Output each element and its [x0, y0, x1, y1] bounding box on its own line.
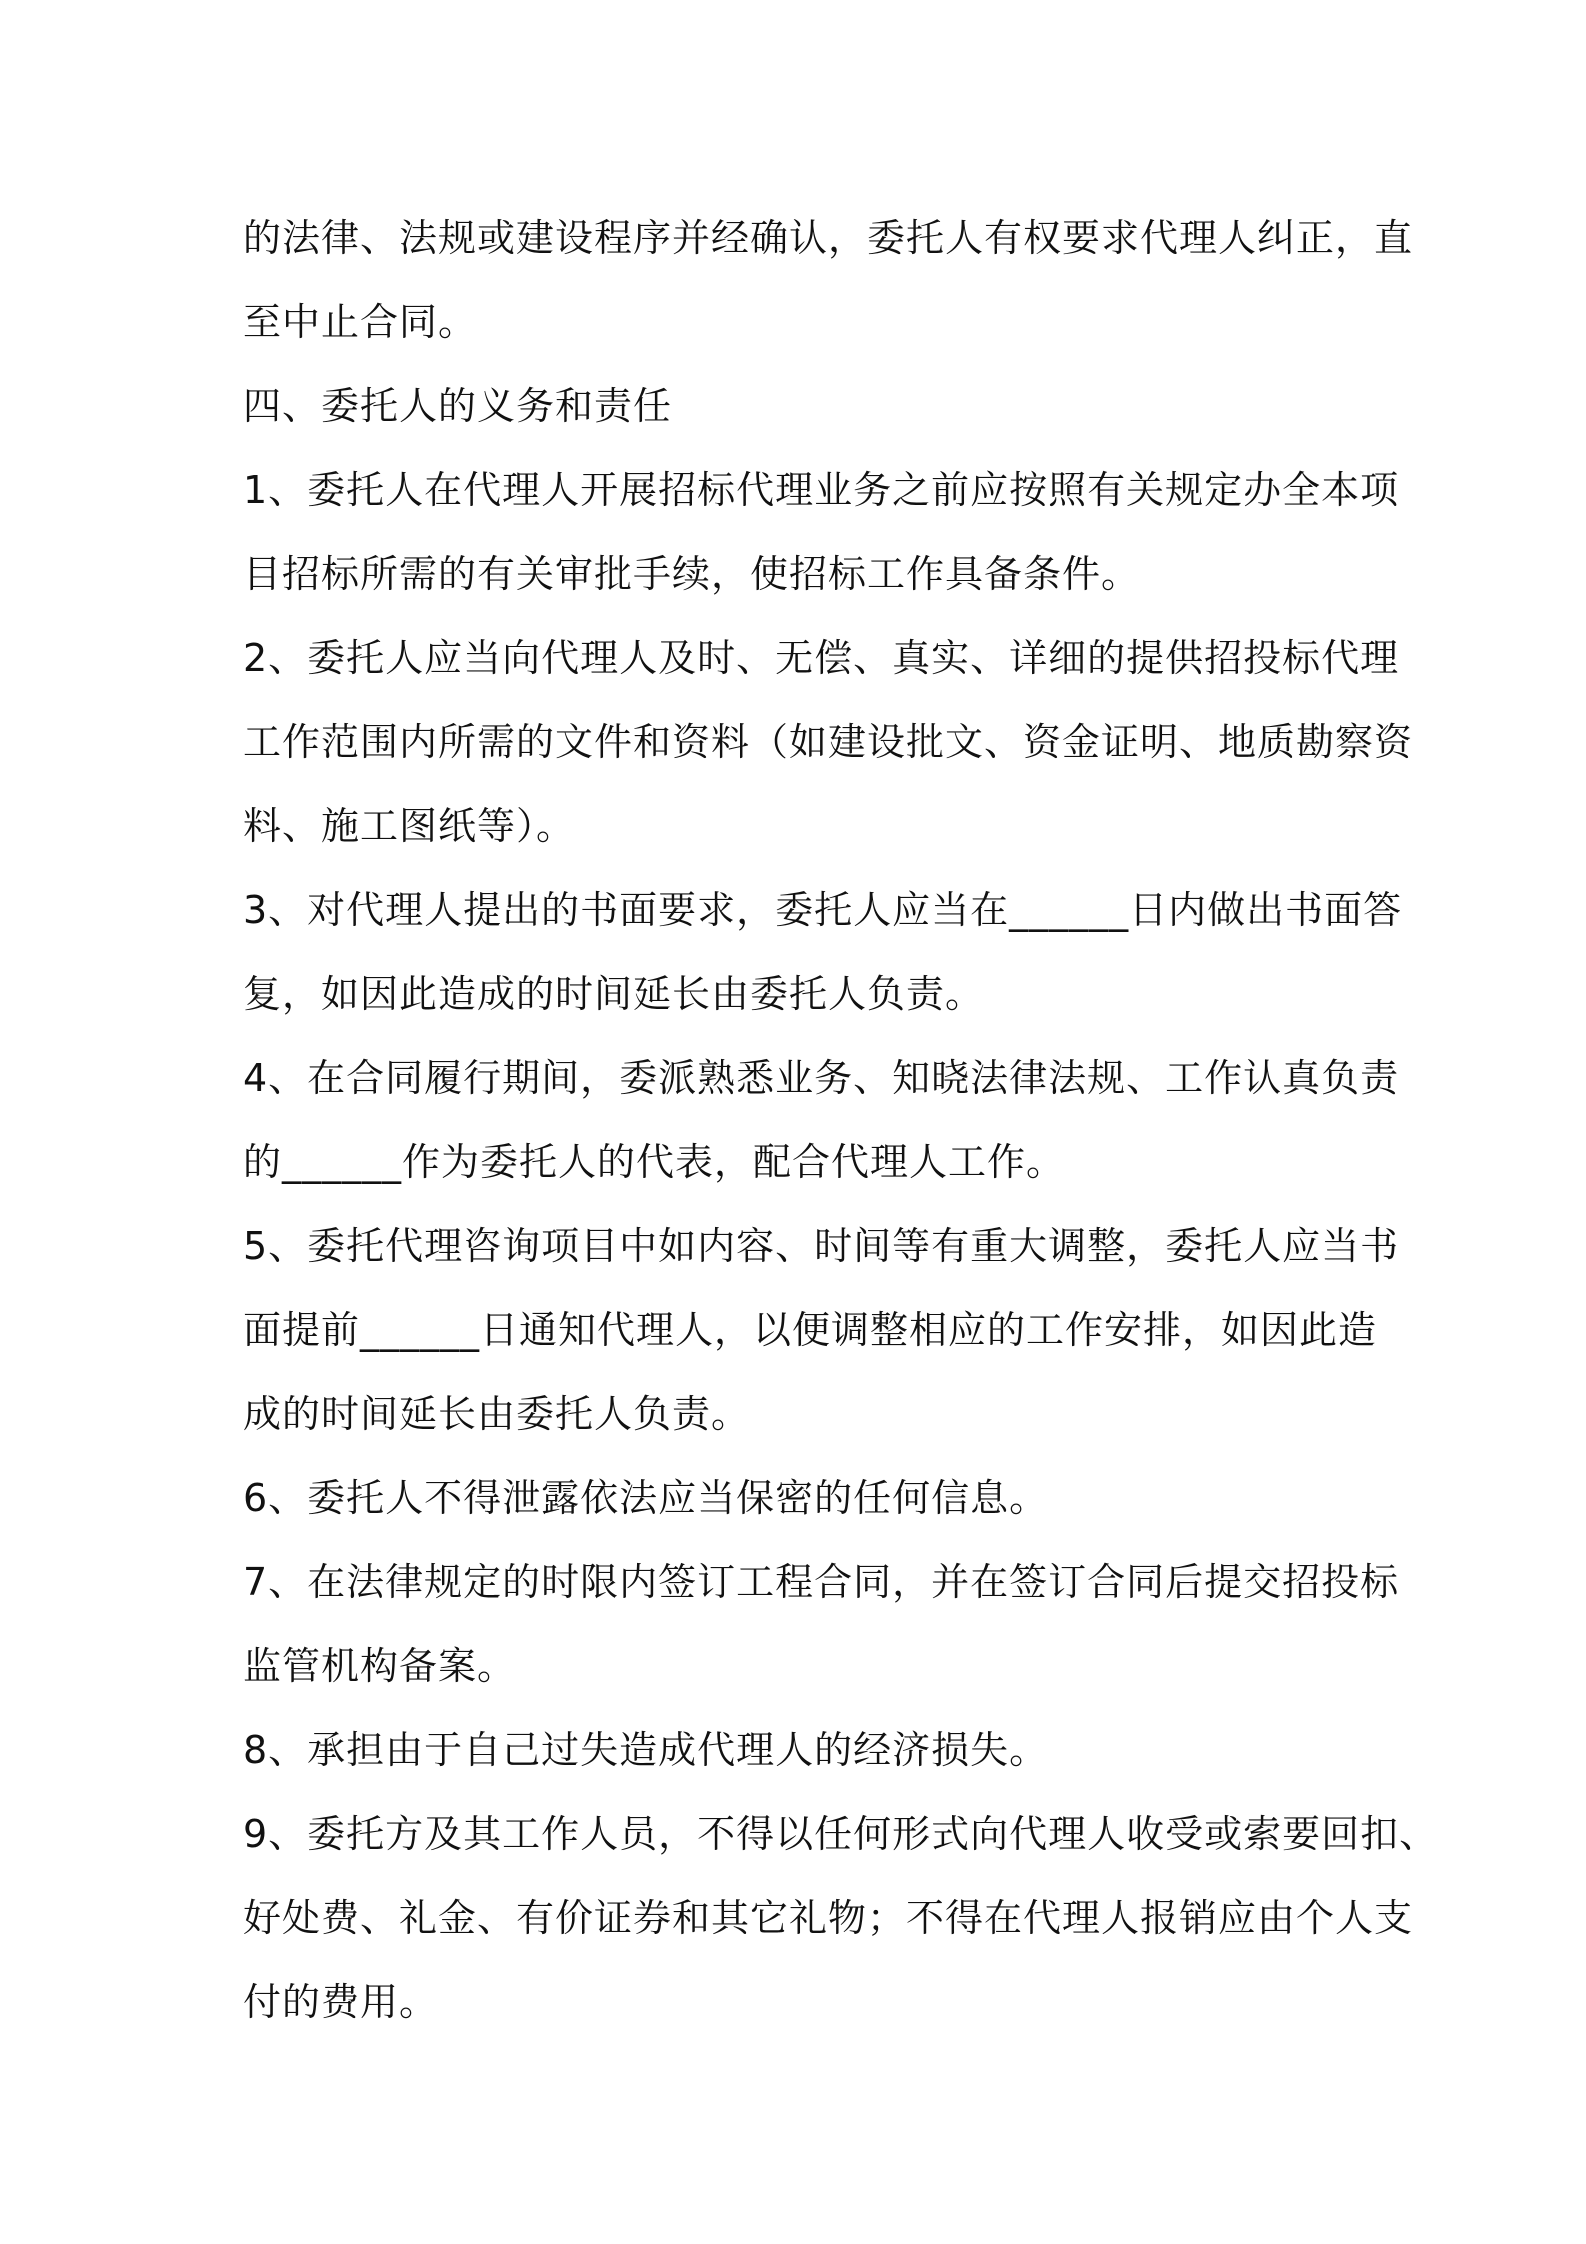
clause-4 — [243, 1036, 1400, 1204]
text-line: 的______作为委托人的代表，配合代理人工作。 — [243, 1140, 1066, 1184]
paragraph-continuation — [243, 196, 1414, 364]
text-line: 面提前______日通知代理人，以便调整相应的工作安排，如因此造 — [243, 1308, 1378, 1352]
clause-2 — [243, 616, 1414, 868]
clause-9 — [243, 1792, 1439, 2044]
text-line: 四、委托人的义务和责任 — [243, 384, 673, 428]
text-line: 2、委托人应当向代理人及时、无偿、真实、详细的提供招投标代理 — [243, 636, 1400, 680]
text-line: 目招标所需的有关审批手续，使招标工作具备条件。 — [243, 552, 1141, 596]
text-line: 至中止合同。 — [243, 300, 478, 344]
text-line: 付的费用。 — [243, 1980, 439, 2024]
text-line: 的法律、法规或建设程序并经确认，委托人有权要求代理人纠正，直 — [243, 216, 1414, 260]
text-line: 4、在合同履行期间，委派熟悉业务、知晓法律法规、工作认真负责 — [243, 1056, 1400, 1100]
clause-5 — [243, 1204, 1400, 1456]
text-line: 9、委托方及其工作人员，不得以任何形式向代理人收受或索要回扣、 — [243, 1812, 1439, 1856]
text-line: 工作范围内所需的文件和资料（如建设批文、资金证明、地质勘察资 — [243, 720, 1414, 764]
text-line: 监管机构备案。 — [243, 1644, 517, 1688]
text-line: 5、委托代理咨询项目中如内容、时间等有重大调整，委托人应当书 — [243, 1224, 1400, 1268]
text-line: 8、承担由于自己过失造成代理人的经济损失。 — [243, 1728, 1049, 1772]
text-line: 1、委托人在代理人开展招标代理业务之前应按照有关规定办全本项 — [243, 468, 1400, 512]
clause-8 — [243, 1708, 1383, 1792]
clause-3 — [243, 868, 1403, 1036]
text-line: 7、在法律规定的时限内签订工程合同，并在签订合同后提交招投标 — [243, 1560, 1400, 1604]
text-line: 复，如因此造成的时间延长由委托人负责。 — [243, 972, 985, 1016]
document-body — [243, 196, 1439, 2044]
section-heading — [243, 364, 1383, 448]
text-line: 料、施工图纸等）。 — [243, 804, 576, 848]
text-line: 6、委托人不得泄露依法应当保密的任何信息。 — [243, 1476, 1049, 1520]
text-line: 好处费、礼金、有价证券和其它礼物；不得在代理人报销应由个人支 — [243, 1896, 1414, 1940]
text-line: 3、对代理人提出的书面要求，委托人应当在______日内做出书面答 — [243, 888, 1403, 932]
clause-1 — [243, 448, 1400, 616]
text-line: 成的时间延长由委托人负责。 — [243, 1392, 751, 1436]
clause-7 — [243, 1540, 1400, 1708]
clause-6 — [243, 1456, 1383, 1540]
